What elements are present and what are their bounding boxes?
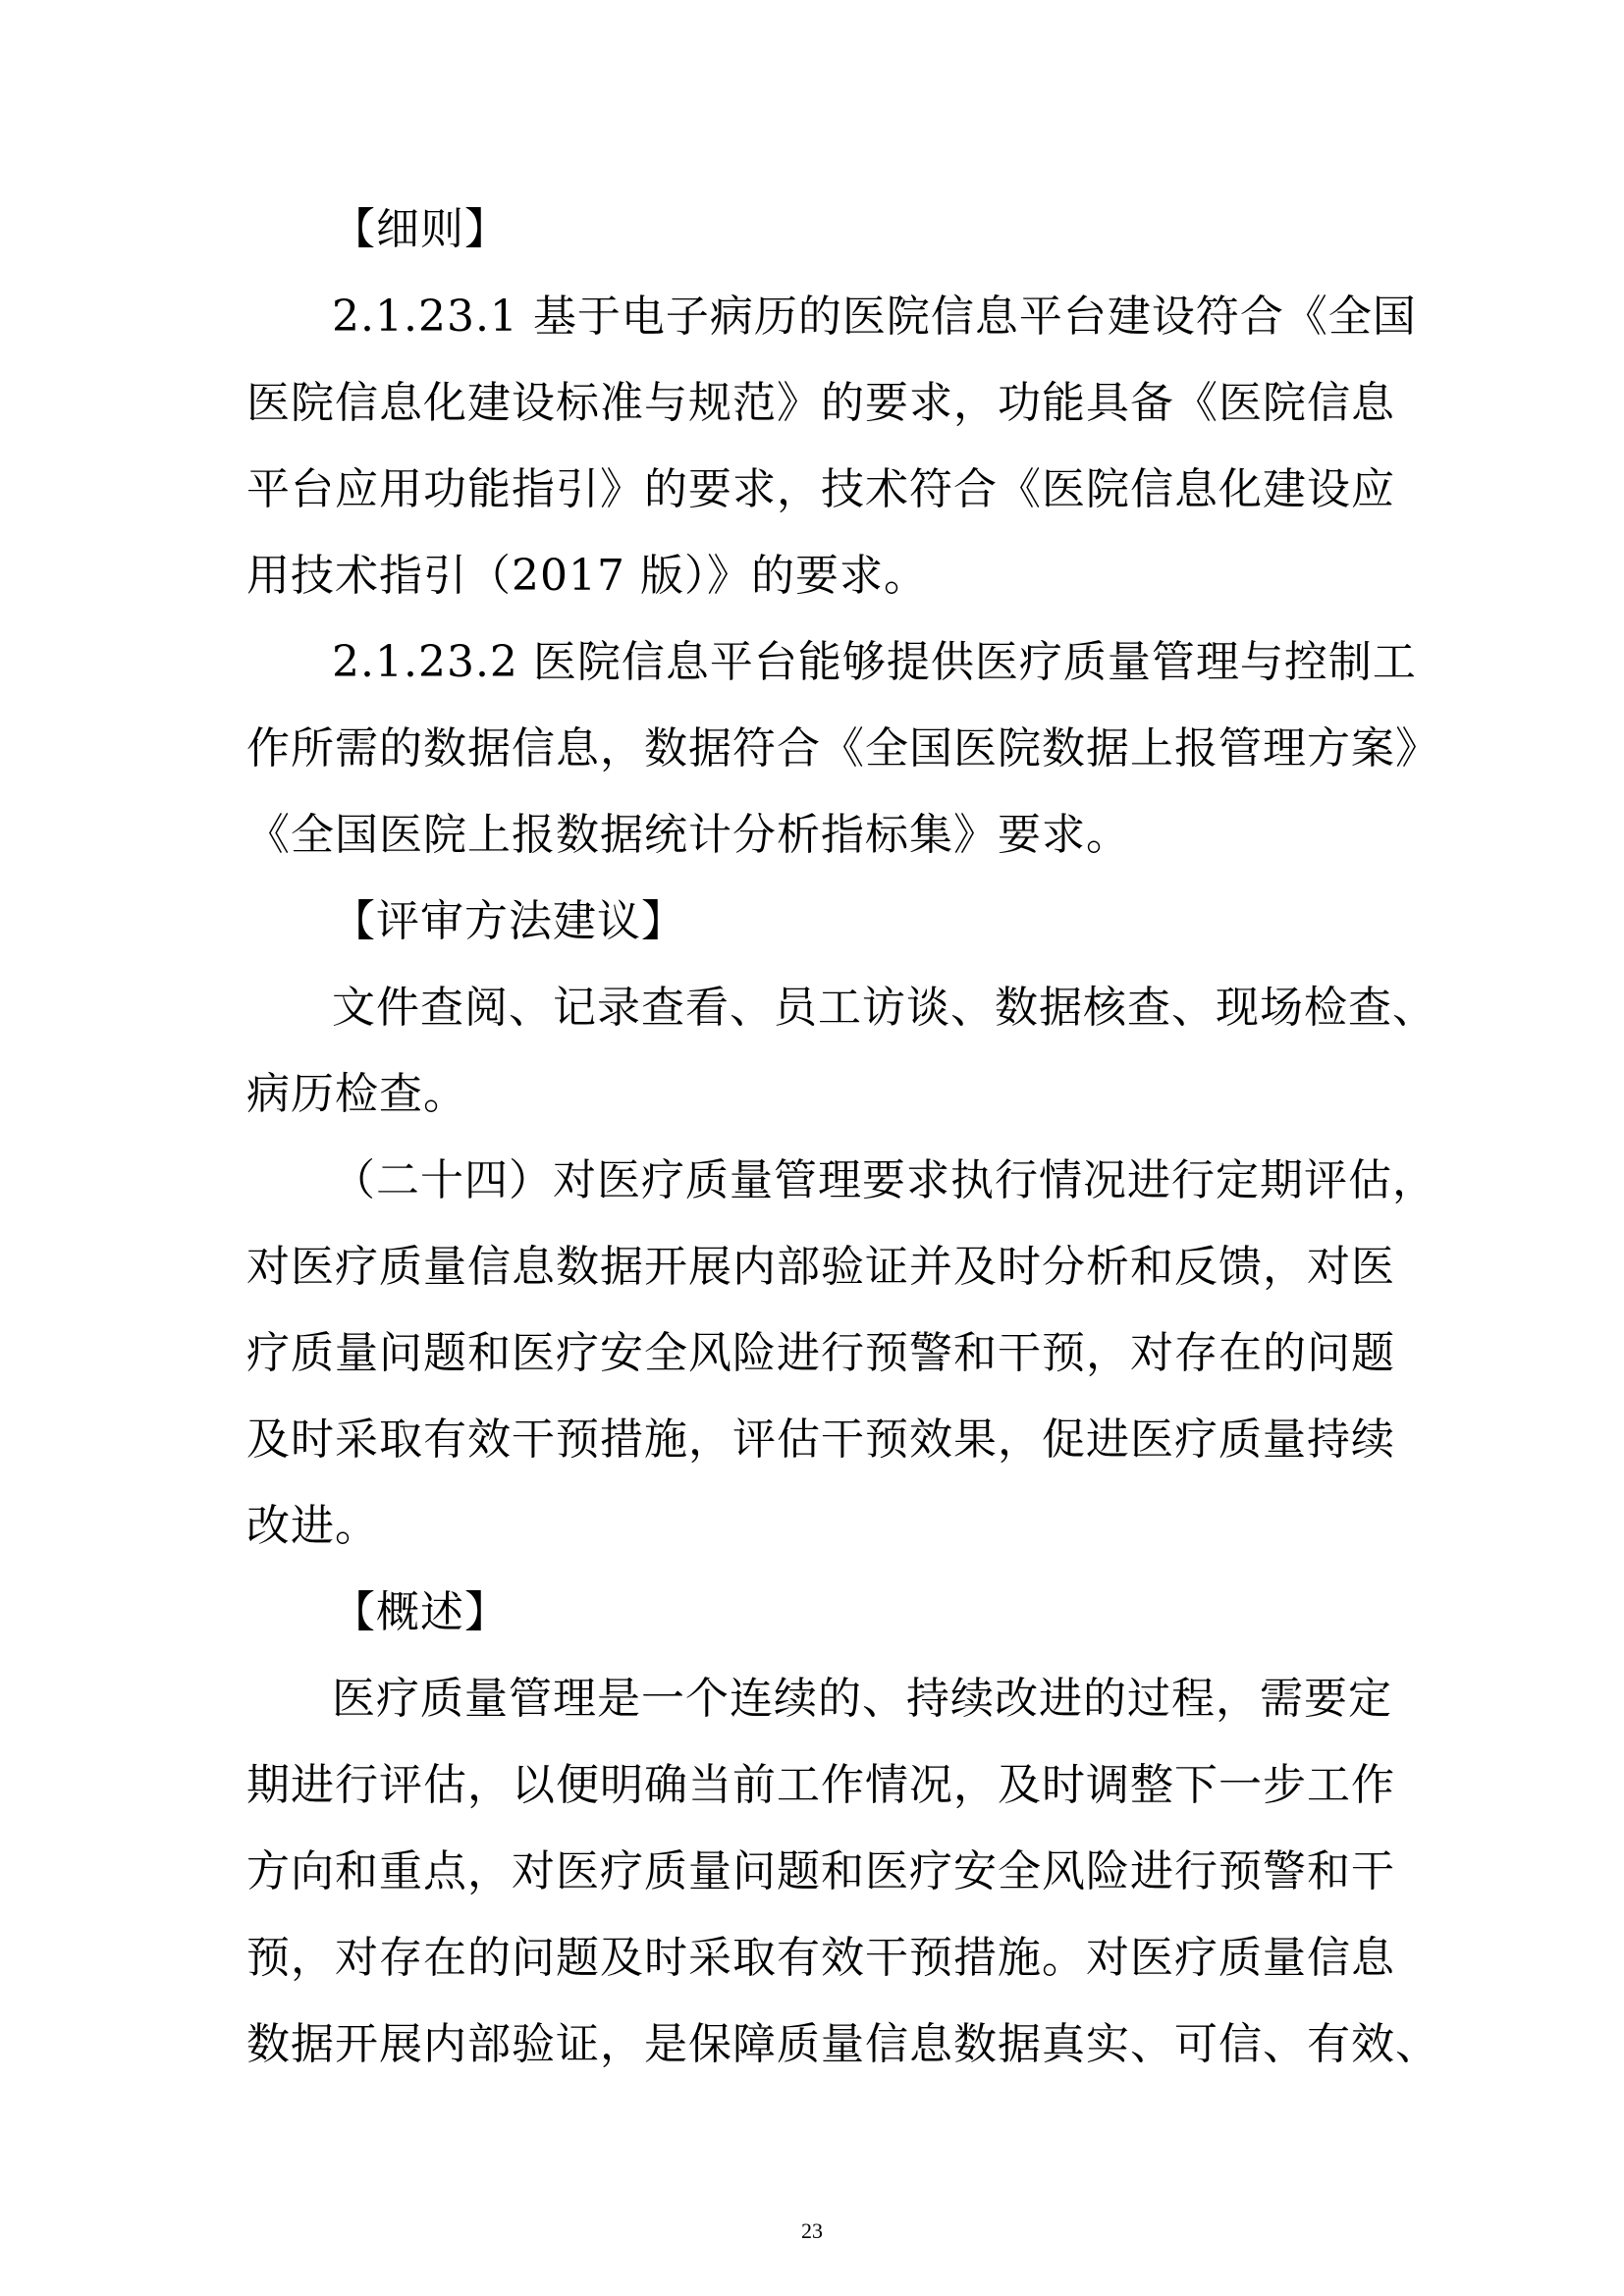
text-line: 2.1.23.2 医院信息平台能够提供医疗质量管理与控制工 bbox=[332, 637, 1417, 687]
text-line: 文件查阅、记录查看、员工访谈、数据核查、现场检查、 bbox=[332, 983, 1436, 1033]
text-line: 数据开展内部验证，是保障质量信息数据真实、可信、有效、 bbox=[246, 2019, 1439, 2069]
text-line: 改进。 bbox=[246, 1501, 379, 1551]
section-heading-overview: 【概述】 bbox=[332, 1587, 509, 1637]
text-line: 医院信息化建设标准与规范》的要求，功能具备《医院信息 bbox=[246, 378, 1395, 428]
section-heading-review-methods: 【评审方法建议】 bbox=[332, 896, 685, 946]
text-line: 医疗质量管理是一个连续的、持续改进的过程，需要定 bbox=[332, 1674, 1392, 1724]
text-line: 平台应用功能指引》的要求，技术符合《医院信息化建设应 bbox=[246, 464, 1395, 514]
text-line: 对医疗质量信息数据开展内部验证并及时分析和反馈，对医 bbox=[246, 1242, 1395, 1292]
text-line: 预，对存在的问题及时采取有效干预措施。对医疗质量信息 bbox=[246, 1933, 1395, 1983]
text-line: 2.1.23.1 基于电子病历的医院信息平台建设符合《全国 bbox=[332, 292, 1417, 342]
text-line: 《全国医院上报数据统计分析指标集》要求。 bbox=[246, 810, 1130, 860]
text-line: 作所需的数据信息，数据符合《全国医院数据上报管理方案》 bbox=[246, 723, 1439, 774]
text-line: 期进行评估，以便明确当前工作情况，及时调整下一步工作 bbox=[246, 1760, 1395, 1810]
section-heading-details: 【细则】 bbox=[332, 204, 509, 254]
page-number: 23 bbox=[801, 2218, 823, 2243]
text-line: （二十四）对医疗质量管理要求执行情况进行定期评估， bbox=[332, 1155, 1436, 1205]
text-line: 方向和重点，对医疗质量问题和医疗安全风险进行预警和干 bbox=[246, 1846, 1395, 1896]
text-line: 及时采取有效干预措施，评估干预效果，促进医疗质量持续 bbox=[246, 1415, 1395, 1465]
text-line: 用技术指引（2017 版）》的要求。 bbox=[246, 551, 928, 601]
text-line: 病历检查。 bbox=[246, 1069, 467, 1119]
text-line: 疗质量问题和医疗安全风险进行预警和干预，对存在的问题 bbox=[246, 1328, 1395, 1378]
